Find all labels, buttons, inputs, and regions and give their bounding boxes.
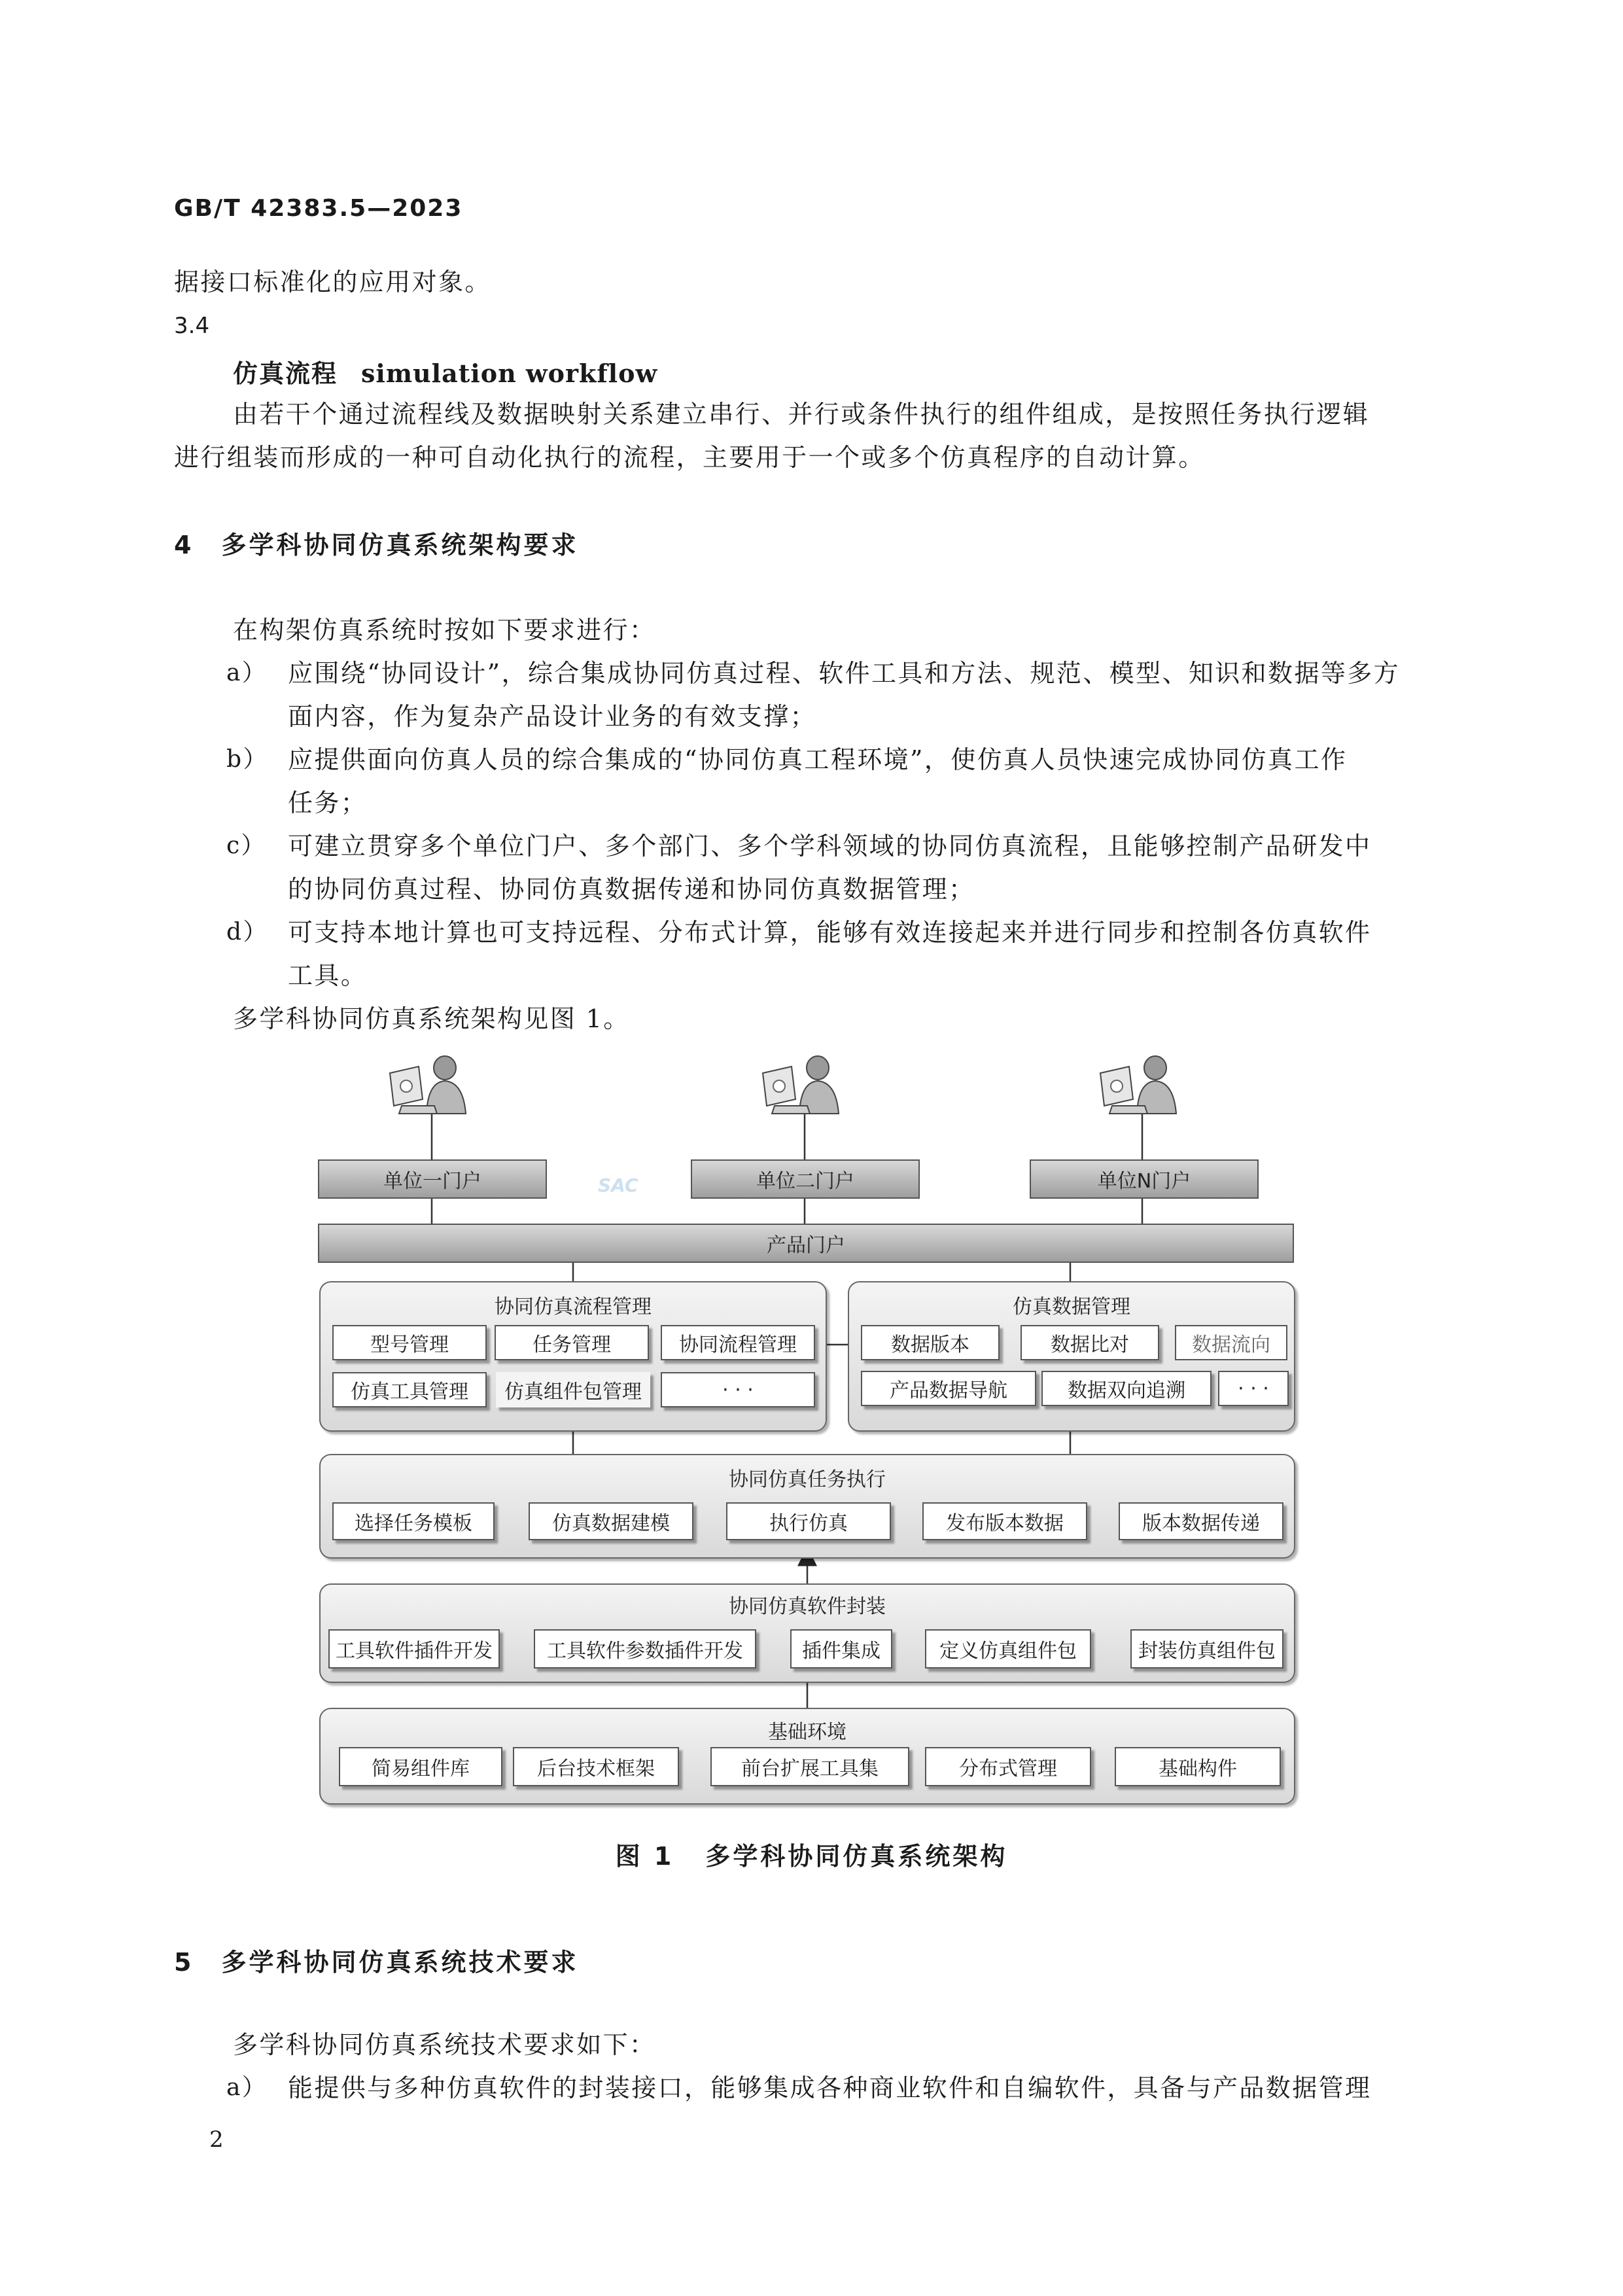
portal-unit-1: 单位一门户 <box>318 1159 547 1199</box>
standard-number: GB/T 42383.5—2023 <box>174 195 463 222</box>
box-select-task-template: 选择任务模板 <box>332 1502 495 1540</box>
portal-unit-2: 单位二门户 <box>691 1159 920 1199</box>
group-title: 协同仿真流程管理 <box>495 1296 652 1318</box>
list-item-d-line1: 可支持本地计算也可支持远程、分布式计算，能够有效连接起来并进行同步和控制各仿真软件 <box>288 918 1372 947</box>
list-item-a-line2: 面内容，作为复杂产品设计业务的有效支撑； <box>288 702 817 731</box>
box-sim-tool-management: 仿真工具管理 <box>332 1372 487 1407</box>
list-item-c-line1: 可建立贯穿多个单位门户、多个部门、多个学科领域的协同仿真流程，且能够控制产品研发中 <box>288 832 1372 860</box>
box-transfer-version-data: 版本数据传递 <box>1119 1502 1283 1540</box>
group-title: 协同仿真任务执行 <box>729 1468 886 1491</box>
box-sim-data-modeling: 仿真数据建模 <box>529 1502 693 1540</box>
box-encapsulate-component-package: 封装仿真组件包 <box>1130 1629 1283 1669</box>
box-publish-version-data: 发布版本数据 <box>922 1502 1087 1540</box>
list-item-c-label: c） <box>226 832 266 859</box>
box-simple-component-library: 简易组件库 <box>339 1747 502 1786</box>
product-portal: 产品门户 <box>318 1224 1294 1263</box>
list-item-c-line2: 的协同仿真过程、协同仿真数据传递和协同仿真数据管理； <box>288 875 975 904</box>
term-definition-line2: 进行组装而形成的一种可自动化执行的流程，主要用于一个或多个仿真程序的自动计算。 <box>174 443 1205 472</box>
term-en: simulation workflow <box>361 359 658 388</box>
box-data-bidirectional-trace: 数据双向追溯 <box>1041 1371 1212 1406</box>
list-item-a-line1: 应围绕“协同设计”，综合集成协同仿真过程、软件工具和方法、规范、模型、知识和数据等多方 <box>288 659 1401 688</box>
box-tool-plugin-dev: 工具软件插件开发 <box>328 1629 500 1669</box>
box-data-comparison: 数据比对 <box>1021 1325 1159 1360</box>
section-5-item-a-label: a） <box>226 2074 268 2101</box>
section-4-intro: 在构架仿真系统时按如下要求进行： <box>233 616 656 645</box>
box-tool-param-plugin-dev: 工具软件参数插件开发 <box>534 1629 756 1669</box>
user-at-computer-icon <box>1092 1053 1184 1116</box>
group-title: 基础环境 <box>768 1721 846 1744</box>
box-data-flow: 数据流向 <box>1175 1325 1287 1360</box>
box-sim-component-package-management: 仿真组件包管理 <box>496 1372 650 1407</box>
section-5-number: 5 <box>174 1948 194 1977</box>
list-item-d-line2: 工具。 <box>288 961 368 990</box>
section-5-item-a-line1: 能提供与多种仿真软件的封装接口，能够集成各种商业软件和自编软件，具备与产品数据管理 <box>288 2074 1372 2102</box>
box-backend-framework: 后台技术框架 <box>513 1747 679 1786</box>
portal-unit-n: 单位N门户 <box>1030 1159 1259 1199</box>
section-5-title: 多学科协同仿真系统技术要求 <box>221 1948 579 1977</box>
box-collab-workflow-management: 协同流程管理 <box>661 1325 815 1360</box>
term-definition-line1: 由若干个通过流程线及数据映射关系建立串行、并行或条件执行的组件组成，是按照任务执行逻辑 <box>233 400 1370 429</box>
section-5-intro: 多学科协同仿真系统技术要求如下： <box>233 2030 656 2059</box>
box-task-management: 任务管理 <box>495 1325 649 1360</box>
box-run-simulation: 执行仿真 <box>726 1502 891 1540</box>
list-item-b-line1: 应提供面向仿真人员的综合集成的“协同仿真工程环境”，使仿真人员快速完成协同仿真工作 <box>288 745 1348 774</box>
box-define-component-package: 定义仿真组件包 <box>925 1629 1091 1669</box>
box-more-ellipsis: · · · <box>1218 1371 1289 1406</box>
section-4-title: 多学科协同仿真系统架构要求 <box>221 531 579 559</box>
term-zh: 仿真流程 <box>233 359 338 388</box>
term-number: 3.4 <box>174 313 210 339</box>
figure-reference: 多学科协同仿真系统架构见图 1。 <box>233 1004 630 1033</box>
list-item-b-label: b） <box>226 746 268 773</box>
box-distributed-management: 分布式管理 <box>925 1747 1091 1786</box>
figure-number: 图 1 <box>615 1842 674 1871</box>
box-data-version: 数据版本 <box>861 1325 1000 1360</box>
box-plugin-integration: 插件集成 <box>790 1629 892 1669</box>
group-title: 仿真数据管理 <box>1013 1296 1130 1318</box>
box-more-ellipsis: · · · <box>661 1372 815 1407</box>
section-4-number: 4 <box>174 531 194 559</box>
box-frontend-extension-tools: 前台扩展工具集 <box>710 1747 909 1786</box>
box-model-management: 型号管理 <box>332 1325 487 1360</box>
list-item-a-label: a） <box>226 660 268 686</box>
list-item-b-line2: 任务； <box>288 788 368 817</box>
list-item-d-label: d） <box>226 919 268 945</box>
paragraph-continuation: 据接口标准化的应用对象。 <box>174 268 491 296</box>
figure-title: 多学科协同仿真系统架构 <box>705 1842 1008 1871</box>
user-at-computer-icon <box>382 1053 474 1116</box>
section-5-heading <box>174 1942 578 1978</box>
page-number: 2 <box>209 2127 224 2153</box>
figure-caption <box>0 1836 1623 1872</box>
box-base-components: 基础构件 <box>1115 1747 1281 1786</box>
sac-watermark: SAC <box>598 1174 638 1196</box>
box-product-data-navigation: 产品数据导航 <box>861 1371 1036 1406</box>
group-title: 协同仿真软件封装 <box>729 1595 886 1618</box>
user-at-computer-icon <box>755 1053 846 1116</box>
